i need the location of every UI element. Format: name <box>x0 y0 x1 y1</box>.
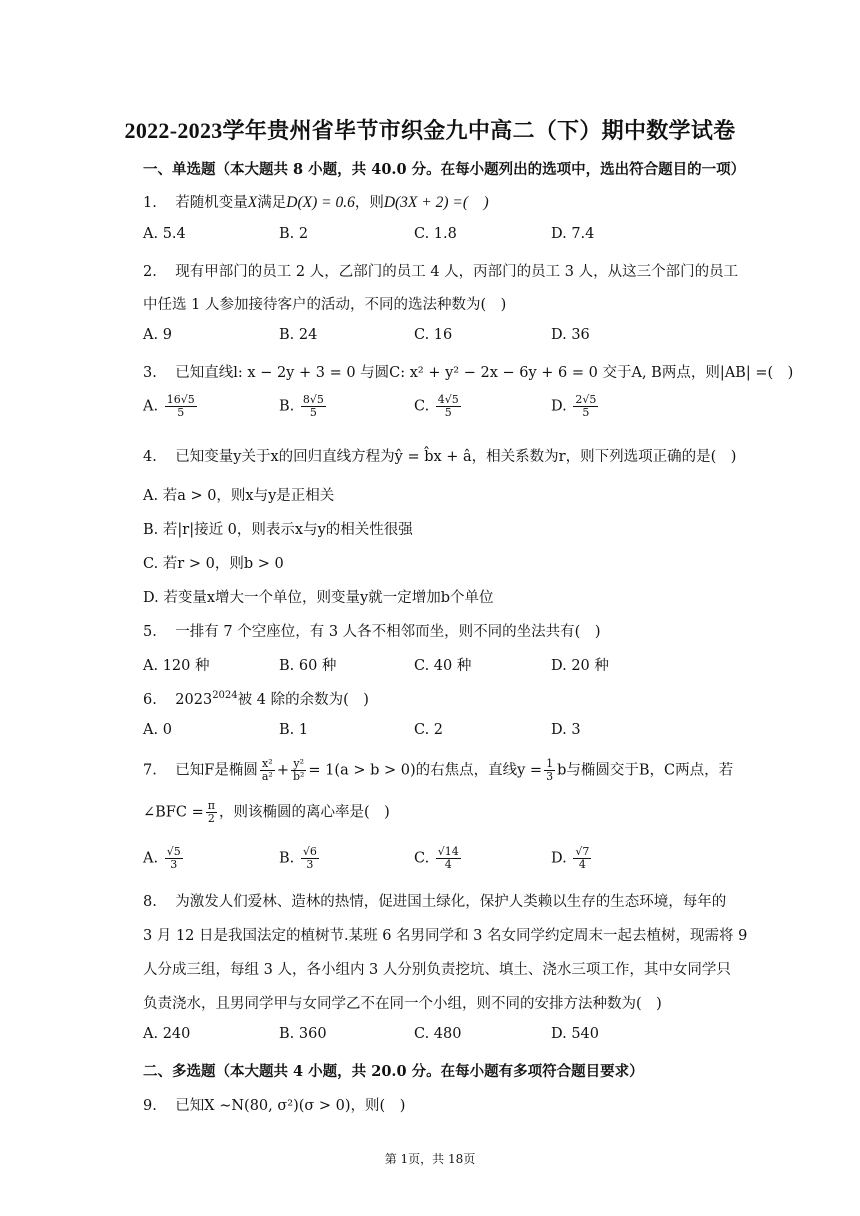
option-c: C. 2 <box>414 722 444 738</box>
question-text: = 1(a > b > 0)的右焦点，直线y = <box>308 762 543 779</box>
option-c: C. 若r > 0，则b > 0 <box>143 556 284 572</box>
option-b: B. 若|r|接近 0，则表示x与y的相关性很强 <box>143 522 413 538</box>
fraction: $\frac{√6}{3}$ <box>302 845 317 871</box>
question-number: 2. <box>143 264 157 280</box>
question-8-line-4: 负责浇水，且男同学甲与女同学乙不在同一个小组，则不同的安排方法种数为( ) <box>143 996 662 1012</box>
question-number: 3. <box>143 365 157 381</box>
page-title: 2022-2023学年贵州省毕节市织金九中高二（下）期中数学试卷 <box>124 118 736 143</box>
question-1 <box>143 190 489 212</box>
question-number: 6. <box>143 692 157 708</box>
question-number: 9. <box>143 1098 157 1114</box>
option-b: B. 360 <box>279 1026 327 1042</box>
question-text: 已知直线l: x − 2y + 3 = 0 与圆C: x² + y² − 2x − 6y + 6 = 0 交于A, B两点，则|AB| =( ) <box>175 365 794 381</box>
option-b: B. 2 <box>279 226 309 242</box>
option-a: A. 5.4 <box>143 226 186 242</box>
option-c: C. 16 <box>414 327 453 343</box>
option-b: B. $\frac{8√5}{5}$ <box>279 393 324 419</box>
question-text: 满足 <box>257 195 287 211</box>
question-text: b与椭圆交于B，C两点，若 <box>557 762 734 779</box>
question-6 <box>143 688 369 709</box>
question-9 <box>143 1094 405 1115</box>
question-3 <box>143 361 793 382</box>
question-text: 若随机变量 <box>175 195 248 211</box>
option-c: C. $\frac{4√5}{5}$ <box>414 393 459 419</box>
math: X <box>247 194 258 211</box>
option-c: C. 40 种 <box>414 658 472 674</box>
math: D(X) = 0.6 <box>286 194 355 211</box>
option-d: D. $\frac{√7}{4}$ <box>551 845 590 871</box>
fraction: $\frac{\pi}{2}$ <box>207 799 215 825</box>
option-a: A. 120 种 <box>143 658 210 674</box>
question-5 <box>143 620 600 641</box>
option-a: A. $\frac{16√5}{5}$ <box>143 393 195 419</box>
option-b: B. 60 种 <box>279 658 337 674</box>
question-text: 现有甲部门的员工 2 人，乙部门的员工 4 人，丙部门的员工 3 人，从这三个部门的员工 <box>175 264 739 280</box>
fraction: $\frac{1}{3}$ <box>546 757 554 783</box>
option-d: D. $\frac{2√5}{5}$ <box>551 393 597 419</box>
fraction: $\frac{2√5}{5}$ <box>575 393 597 419</box>
option-a: A. 9 <box>143 327 172 343</box>
option-d: D. 540 <box>551 1026 600 1042</box>
option-c: C. 480 <box>414 1026 462 1042</box>
question-8 <box>143 890 726 911</box>
option-c: C. 1.8 <box>414 226 457 242</box>
section-single-choice: 一、单选题（本大题共 8 小题，共 40.0 分。在每小题列出的选项中，选出符合题目的一项） <box>143 161 746 178</box>
option-c: C. $\frac{√14}{4}$ <box>414 845 459 871</box>
section-multiple-choice: 二、多选题（本大题共 4 小题，共 20.0 分。在每小题有多项符合题目要求） <box>143 1063 644 1080</box>
question-8-line-2: 3 月 12 日是我国法定的植树节.某班 6 名男同学和 3 名女同学约定周末一起去植树，现需将 9 <box>143 928 748 944</box>
question-number: 8. <box>143 894 157 910</box>
fraction: $\frac{16√5}{5}$ <box>166 393 195 419</box>
option-d: D. 20 种 <box>551 658 609 674</box>
option-a: A. 240 <box>143 1026 191 1042</box>
option-d: D. 7.4 <box>551 226 595 242</box>
fraction: $\frac{√5}{3}$ <box>166 845 181 871</box>
fraction: $\frac{√14}{4}$ <box>437 845 459 871</box>
question-number: 1. <box>143 195 157 211</box>
option-a: A. 若a > 0，则x与y是正相关 <box>143 488 335 504</box>
option-b: B. 1 <box>279 722 309 738</box>
fraction: $\frac{\text{y²}}{\text{b²}}$ <box>292 757 305 783</box>
fraction: $\frac{\text{x²}}{\text{a²}}$ <box>261 757 273 783</box>
math: D(3X + 2) =( ) <box>383 194 489 211</box>
question-text: 为激发人们爱林、造林的热情，促进国土绿化，保护人类赖以生存的生态环境，每年的 <box>175 894 727 910</box>
question-2 <box>143 260 738 281</box>
option-a: A. 0 <box>143 722 172 738</box>
question-text: ，则 <box>354 195 384 211</box>
exponent: 2024 <box>212 690 238 702</box>
option-b: B. $\frac{√6}{3}$ <box>279 845 317 871</box>
option-d: D. 3 <box>551 722 581 738</box>
question-number: 7. <box>143 762 157 779</box>
question-text: 已知变量y关于x的回归直线方程为ŷ = b̂x + â，相关系数为r，则下列选项正确的是( ) <box>175 449 737 465</box>
fraction: $\frac{√7}{4}$ <box>575 845 590 871</box>
option-d: D. 36 <box>551 327 590 343</box>
question-7-line-2: ∠BFC = $\frac{\pi}{2}$ ，则该椭圆的离心率是( ) <box>143 799 390 825</box>
question-7: 7. 已知F是椭圆 $\frac{\text{x²}}{\text{a²}}$ + $\frac{\text{y²}}{\text{b²}}$ = 1(a > b > 0)的右焦点，直线y = $\frac{1}{3}$ b与椭圆交于B，C两点，若 <box>143 757 734 783</box>
fraction: $\frac{4√5}{5}$ <box>437 393 459 419</box>
question-text: 已知X ∼N(80, σ²)(σ > 0)，则( ) <box>175 1098 406 1114</box>
question-text: 一排有 7 个空座位，有 3 人各不相邻而坐，则不同的坐法共有( ) <box>175 624 601 640</box>
option-b: B. 24 <box>279 327 318 343</box>
question-text: 已知F是椭圆 <box>175 762 258 779</box>
question-8-line-3: 人分成三组，每组 3 人，各小组内 3 人分别负责挖坑、填土、浇水三项工作，其中女同学只 <box>143 962 731 978</box>
question-2-line-2: 中任选 1 人参加接待客户的活动，不同的选法种数为( ) <box>143 297 507 313</box>
question-number: 5. <box>143 624 157 640</box>
option-a: A. $\frac{√5}{3}$ <box>143 845 181 871</box>
page-footer: 第 1页，共 18页 <box>384 1152 476 1166</box>
fraction: $\frac{8√5}{5}$ <box>302 393 324 419</box>
question-number: 4. <box>143 449 157 465</box>
math: 2023 <box>175 692 213 708</box>
question-text: 被 4 除的余数为( ) <box>237 692 369 708</box>
option-d: D. 若变量x增大一个单位，则变量y就一定增加b个单位 <box>143 590 494 606</box>
question-4 <box>143 445 736 466</box>
